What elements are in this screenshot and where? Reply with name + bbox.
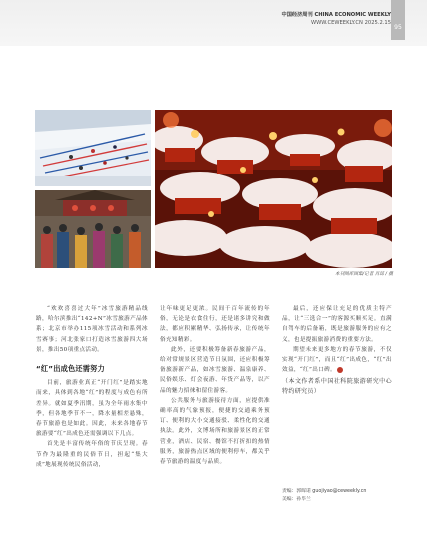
page-number: 95 [394, 24, 402, 31]
page-number-badge [391, 0, 405, 40]
masthead-title: 中国经济周刊 CHINA ECONOMIC WEEKLY [281, 12, 391, 18]
article-column-3 [282, 304, 392, 397]
end-mark-icon [337, 367, 343, 373]
snow-village-night-photo [155, 110, 392, 268]
masthead-issue: WWW.CEWEEKLY.CN 2025.2.15 [311, 19, 391, 26]
ski-slope-photo [35, 110, 151, 186]
article-column-2 [160, 304, 270, 467]
paragraph: 目前，旅游业真正“开门红”是踏实地而来，具体到各地“红”的程度与成色有所差异。就如夏季汛期，虽为全年雨水集中季，但各地季节不一，降水量相差悬殊，春节旅游也是如此。因此，未来各地春节旅游要“红”出成色还需强调以下几点。 [36, 380, 148, 438]
section-heading: “红”出成色还需努力 [36, 364, 105, 374]
editor-credits [282, 488, 366, 504]
masthead [282, 12, 391, 27]
photo-credit: 本刊图库图集/记者 肖琼 / 摄 [334, 272, 393, 277]
paragraph: 此外，还要积极筹备新春旅游产品，给对常规景区营造节日氛围，还应积极筹备旅游新产品，如冰雪旅游、温泉康养、民俗娱乐、灯会夜游、年货产品等，以产品的魅力招徕和留住游客。 [160, 346, 270, 394]
editor-line: 责编：郭晖诺 guojiyao@ceweekly.cn [282, 489, 367, 494]
paragraph: 最后，还应保让充足的优质主特产品，让“三选合一”的客源买顺买足。直满自驾车的后备箱，既是旅游服务的应有之义，也是提振旅游消费的重要方法。 [282, 306, 392, 343]
paragraph: 首先是丰富传统年俗的节庆呈现。春节作为最隆重的民俗节日，担起“集大成”地展现传统民俗活动， [36, 441, 148, 468]
designer-line: 美编：孙毕兰 [282, 497, 311, 502]
paragraph: “欢欢喜喜过大年”冰雪旅游精品线路，哈尔滨推出“142+N”冰雪旅游产品体系；北京市举办115项冰雪活动和系列冰雪赛事；河北张家口打造冰雪旅游四大场景，推出50项重点活动。 [36, 306, 148, 353]
closing-paragraph-text: 期望未来更多地方的春节旅游，不仅实现“开门红”，而且“红”出成色，“红”出效益，“红”出口碑。 [282, 346, 392, 374]
paragraph: 公共服务与旅游接待方面，应提供准确率高的气象预报，便捷的交通乘务预订、便利的大小交通接驳、柔性化的交通执法。此外，文博场所和旅游景区的正常营业，酒店、民宿、餐馆不打折扣的热情服务，旅游热点区域的便利停车，都关乎春节旅游的温度与品质。 [160, 397, 270, 466]
paragraph: 让年味更足更浓。民间千百年流传的年俗，无论是衣食住行，还是诸多讲究和做法，都应积累精华、弘扬传承，让传统年俗充知精彩。 [160, 306, 270, 343]
article-column-1 [36, 304, 148, 470]
temple-fair-crowd-photo [35, 190, 151, 268]
author-note: （本文作者系中国社科院旅游研究中心特约研究员） [282, 378, 392, 396]
paragraph [282, 345, 392, 376]
